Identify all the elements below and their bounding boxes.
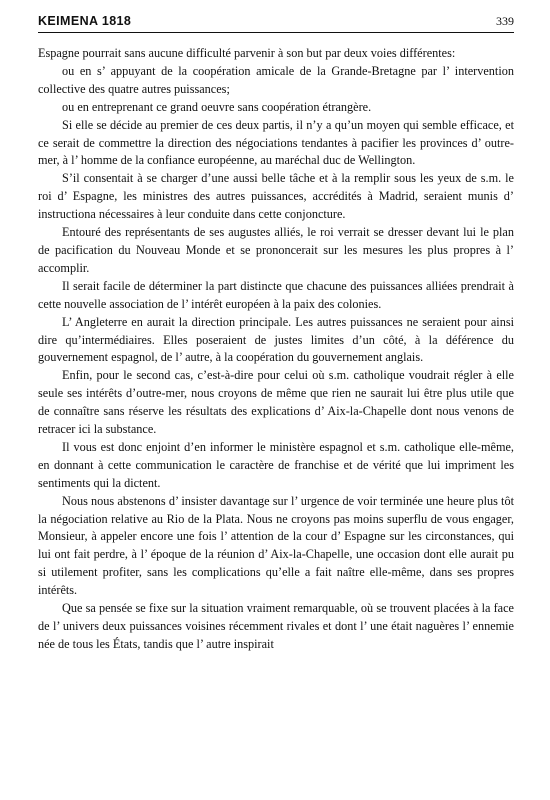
paragraph: Entouré des représentants de ses augustes alliés, le roi verrait se dresser devant lui le plan de pacification du Nouveau Monde et se prononcerait sur les mesures les plus propres à l’ accomplir. [38,225,514,275]
page-number: 339 [496,14,514,28]
body-text [38,45,514,654]
paragraph: ou en entreprenant ce grand oeuvre sans coopération étrangère. [62,99,372,114]
paragraph: Si elle se décide au premier de ces deux partis, il n’y a qu’un moyen qui semble efficace, et ce serait de commettre la direction des négociations tendantes à pacifier les provinces d’ outre-mer, à l’ homme de la confiance européenne, au maréchal duc de Wellington. [38,117,514,168]
running-header [38,14,514,33]
paragraph: Nous nous abstenons d’ insister davantage sur l’ urgence de voir terminée une heure plus tôt la négociation relative au Rio de la Plata. Nous ne croyons pas moins superflu de vous engager, Monsieur, à appeler encore une fois l’ attention de la cour d’ Espagne sur les circonstances, qui lui ont fait perdre, à l’ époque de la réunion d’ Aix-la-Chapelle, une occasion dont elle aurait pu si utilement profiter, sans les complications qu’elle a fait naître elle-même, dans ses propres intérêts. [38,493,514,598]
paragraph: Enfin, pour le second cas, c’est-à-dire pour celui où s.m. catholique voudrait régler à elle seule ses intérêts d’outre-mer, nous croyons de même que rien ne saurait lui être plus utile que de connaître sans réserve les résultats des explications d’ Aix-la-Chapelle dont nous venons de retracer ici la substance. [38,368,514,437]
running-title: KEIMENA 1818 [38,14,132,28]
paragraph: L’ Angleterre en aurait la direction principale. Les autres puissances ne seraient pour ainsi dire qu’intermédiaires. Elles poseraient de justes limites d’un côté, à la déférence du gouvernement espagnol, de l’ autre, à la coopération du gouvernement anglais. [38,314,514,365]
paragraph: S’il consentait à se charger d’une aussi belle tâche et à la remplir sous les yeux de s.m. le roi d’ Espagne, les ministres des autres puissances, accrédités à Madrid, seraient munis d’ instructiona nécessaires à leur conduite dans cette conjoncture. [38,171,514,222]
paragraph: Que sa pensée se fixe sur la situation vraiment remarquable, où se trouvent placées à la face de l’ univers deux puissances voisines récemment rivales et dont l’ une était naguères l’ ennemie née de tous les États, tandis que l’ autre inspirait [38,601,514,651]
paragraph: ou en s’ appuyant de la coopération amicale de la Grande-Bretagne par l’ intervention collective des quatre autres puissances; [38,63,514,96]
paragraph: Espagne pourrait sans aucune difficulté parvenir à son but par deux voies différentes: [38,46,456,60]
document-page [38,14,514,654]
paragraph: Il vous est donc enjoint d’en informer le ministère espagnol et s.m. catholique elle-même, en donnant à cette communication le caractère de franchise et de vérité que lui impriment les sentiments qui la dictent. [38,439,514,490]
paragraph: Il serait facile de déterminer la part distincte que chacune des puissances alliées prendrait à cette nouvelle association de l’ intérêt européen à la paix des colonies. [38,278,514,311]
